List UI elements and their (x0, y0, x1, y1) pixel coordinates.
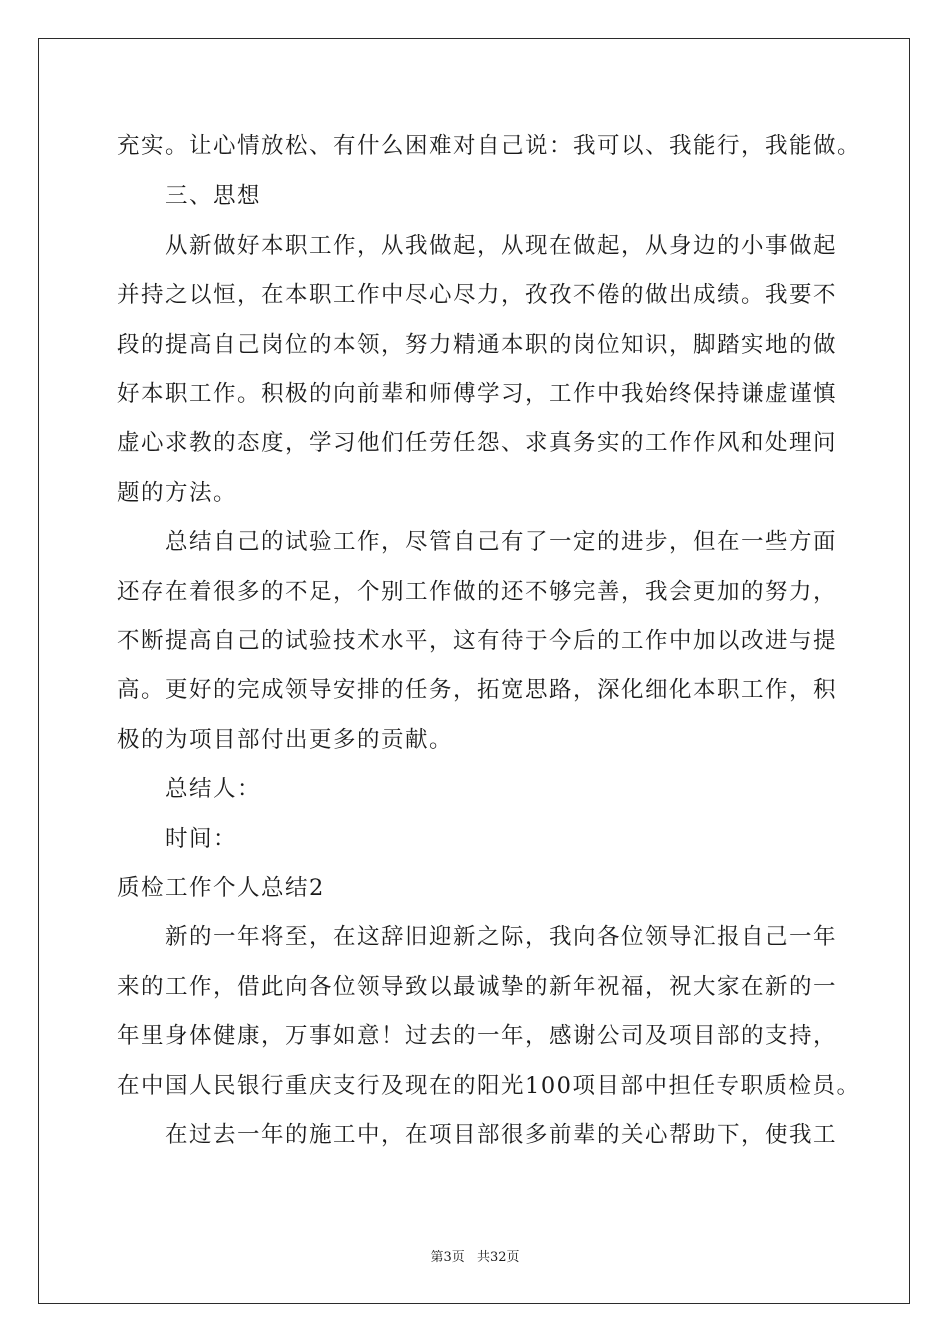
section-heading: 三、思想 (165, 183, 262, 209)
paragraph-line: 题的方法。 (117, 480, 238, 506)
paragraph-line: 极的为项目部付出更多的贡献。 (117, 727, 454, 753)
paragraph-line: 并持之以恒，在本职工作中尽心尽力，孜孜不倦的做出成绩。我要不 (117, 282, 838, 308)
paragraph-line: 还存在着很多的不足，个别工作做的还不够完善，我会更加的努力， (117, 579, 838, 605)
paragraph-line: 不断提高自己的试验技术水平，这有待于今后的工作中加以改进与提 (117, 628, 838, 654)
paragraph-line: 虚心求教的态度，学习他们任劳任怨、求真务实的工作作风和处理问 (117, 430, 838, 456)
date-label: 时间： (165, 826, 238, 852)
paragraph-line: 充实。让心情放松、有什么困难对自己说：我可以、我能行，我能做。 (117, 133, 862, 159)
paragraph-line: 从新做好本职工作，从我做起，从现在做起，从身边的小事做起 (165, 233, 838, 259)
page-total: 共32页 (476, 1250, 520, 1265)
page-number: 第3页 (430, 1250, 465, 1265)
signature-label: 总结人： (165, 776, 262, 802)
paragraph-line: 新的一年将至，在这辞旧迎新之际，我向各位领导汇报自己一年 (165, 924, 838, 950)
paragraph-line: 总结自己的试验工作，尽管自己有了一定的进步，但在一些方面 (165, 529, 838, 555)
paragraph-line: 年里身体健康，万事如意！过去的一年，感谢公司及项目部的支持， (117, 1023, 838, 1049)
paragraph-line: 高。更好的完成领导安排的任务，拓宽思路，深化细化本职工作，积 (117, 677, 838, 703)
document-title: 质检工作个人总结2 (117, 875, 325, 901)
page-footer (0, 1246, 950, 1265)
paragraph-line: 在中国人民银行重庆支行及现在的阳光100项目部中担任专职质检员。 (117, 1073, 861, 1099)
paragraph-line: 好本职工作。积极的向前辈和师傅学习，工作中我始终保持谦虚谨慎 (117, 381, 838, 407)
paragraph-line: 在过去一年的施工中，在项目部很多前辈的关心帮助下，使我工 (165, 1122, 838, 1148)
paragraph-line: 来的工作，借此向各位领导致以最诚挚的新年祝福，祝大家在新的一 (117, 974, 838, 1000)
paragraph-line: 段的提高自己岗位的本领，努力精通本职的岗位知识，脚踏实地的做 (117, 332, 838, 358)
